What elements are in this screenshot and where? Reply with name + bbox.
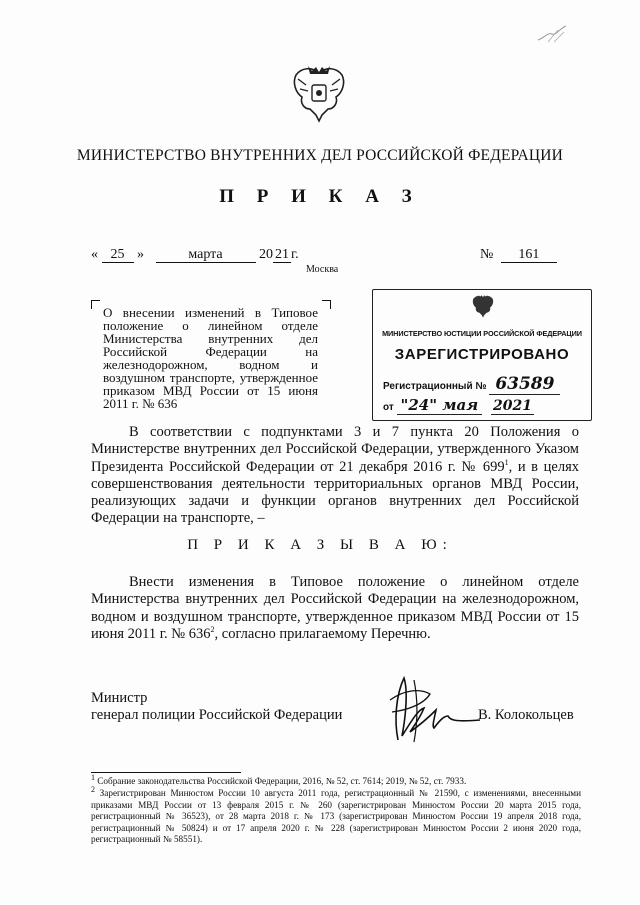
order-paragraph (91, 574, 579, 643)
footnote-2-mark: 2 (91, 784, 95, 794)
signer-title-2: генерал полиции Российской Федерации (91, 707, 343, 723)
quote-close: » (137, 247, 144, 262)
footnote-1-mark: 1 (91, 772, 95, 782)
preamble-text: В соответствии с подпунктами 3 и 7 пункта 20 Положения о Министерстве внутренних дел Российской Федерации, утвержденного Указом Президента Российской Федерации от 21 декабря 2016 г. № 699 (91, 424, 579, 475)
footnote-1 (91, 772, 581, 788)
subject-corner-right (322, 300, 331, 309)
preamble-tail: , и в целях совершенствования деятельности территориальных органов МВД России, реализующих задачи и функции органов внутренних дел Российской Федерации на транспорте, – (91, 458, 579, 527)
stamp-date-line (383, 396, 534, 414)
date-year-prefix: 20 (259, 247, 273, 262)
footnote-2 (91, 784, 581, 846)
stamp-reg-label: Регистрационный № (383, 381, 487, 392)
russian-coat-of-arms-icon (471, 293, 495, 319)
stamp-reg-line (383, 374, 560, 394)
stamp-year-hand: 2021 (492, 398, 532, 414)
subject-corner-left (91, 300, 100, 309)
date-year-unit: г. (291, 247, 299, 262)
registration-stamp (372, 289, 592, 421)
footnote-divider (91, 772, 241, 773)
footnote-ref-1: 1 (504, 457, 509, 467)
russian-coat-of-arms-icon (290, 63, 348, 123)
footnote-2-text: Зарегистрирован Минюстом России 10 августа 2011 года, регистрационный № 21590, с изменениями, внесенными приказами МВД России от 13 февраля 2015 г. № 260 (зарегистрирован Минюстом России 20 марта 2015 года, регистрационный № 36523), от 28 марта 2018 г. № 173 (зарегистрирован Минюстом России 19 апреля 2018 года, регистрационный № 50824) и от 17 апреля 2020 г. № 228 (зарегистрирован Минюстом России 2 июня 2020 года, регистрационный № 58551). (91, 788, 581, 844)
order-number-line (480, 247, 557, 263)
footnote-1-text: Собрание законодательства Российской Федерации, 2016, № 52, ст. 7614; 2019, № 52, ст. 7933. (95, 776, 467, 786)
date-line (91, 247, 299, 263)
stamp-registered: ЗАРЕГИСТРИРОВАНО (394, 346, 570, 363)
date-month: марта (156, 248, 256, 263)
handwritten-mark (536, 22, 570, 46)
date-day: 25 (102, 248, 134, 263)
ministry-title: МИНИСТЕРСТВО ВНУТРЕННИХ ДЕЛ РОССИЙСКОЙ ФЕДЕРАЦИИ (76, 147, 564, 164)
order-subject: О внесении изменений в Типовое положение о линейном отделе Министерства внутренних дел Российской Федерации на железнодорожном, водном и воздушном транспорте, утвержденное приказом МВД России от 15 июня 2011 г. № 636 (103, 305, 318, 411)
order-tail: , согласно прилагаемому Перечню. (214, 625, 431, 642)
stamp-ministry: МИНИСТЕРСТВО ЮСТИЦИИ РОССИЙСКОЙ ФЕДЕРАЦИИ (382, 329, 582, 338)
order-number: 161 (501, 248, 557, 263)
number-label: № (480, 247, 494, 262)
stamp-reg-number: 63589 (489, 374, 560, 395)
document-type: П Р И К А З (219, 186, 421, 207)
footnote-ref-2: 2 (210, 625, 215, 635)
handwritten-signature (384, 670, 484, 746)
stamp-date-hand: "24" мая (397, 396, 483, 415)
city: Москва (306, 264, 339, 275)
order-word: П Р И К А З Ы В А Ю: (187, 537, 453, 553)
date-year-suffix: 21 (275, 247, 289, 262)
preamble-paragraph (91, 424, 579, 528)
quote-open: « (91, 247, 98, 262)
stamp-date-label: от (383, 402, 394, 413)
signer-title-1: Министр (91, 690, 148, 706)
signer-name: В. Колокольцев (478, 707, 574, 723)
order-text: Внести изменения в Типовое положение о линейном отделе Министерства внутренних дел Российской Федерации на железнодорожном, водном и воздушном транспорте, утвержденное приказом МВД России от 15 июня 2011 г. № 636 (91, 574, 579, 642)
